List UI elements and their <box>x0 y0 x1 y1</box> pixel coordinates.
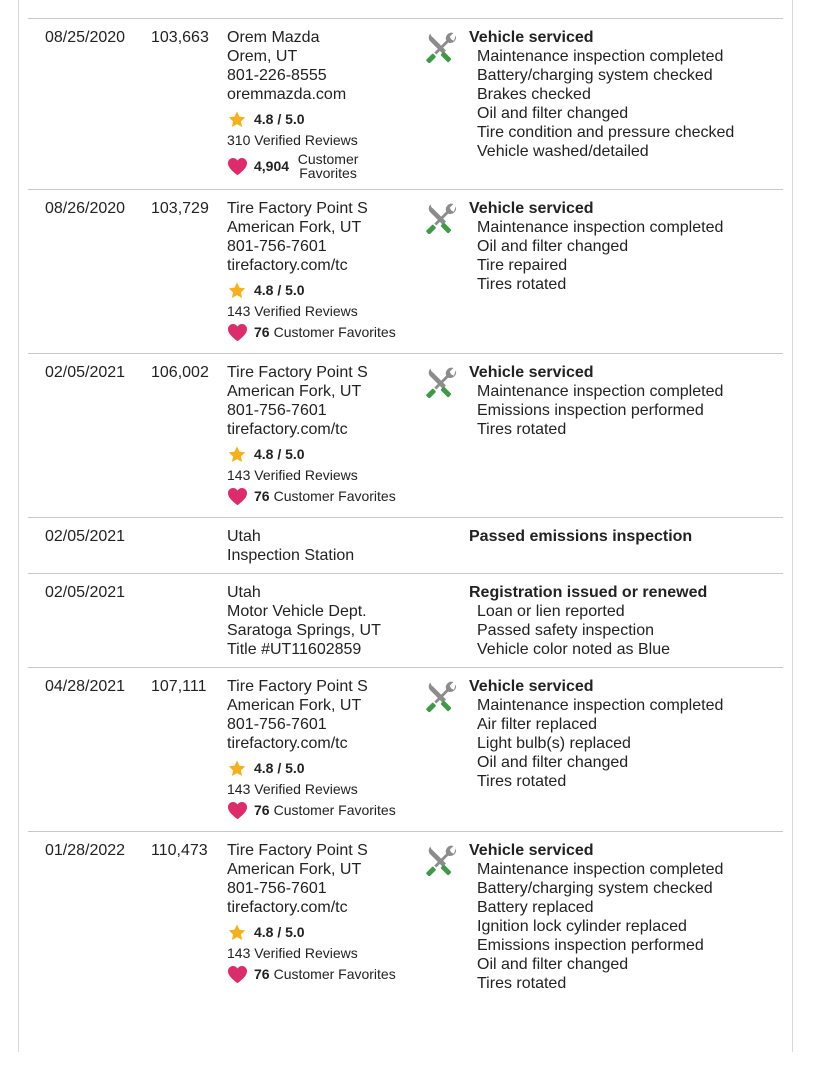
history-record-row <box>28 354 783 518</box>
verified-reviews[interactable]: 310 Verified Reviews <box>227 132 358 148</box>
record-details <box>469 363 723 439</box>
record-detail-item: Vehicle color noted as Blue <box>477 641 671 658</box>
source-detail: Title #UT11602859 <box>227 641 362 658</box>
record-detail-item: Brakes checked <box>477 86 591 103</box>
source-website[interactable]: oremmazda.com <box>227 86 347 103</box>
record-detail-item: Tire repaired <box>477 257 568 274</box>
customer-favorites <box>227 323 396 342</box>
tools-icon <box>426 31 458 63</box>
customer-favorites <box>227 965 396 984</box>
verified-reviews[interactable]: 143 Verified Reviews <box>227 781 358 797</box>
record-heading: Vehicle serviced <box>469 842 594 859</box>
record-detail-item: Maintenance inspection completed <box>477 861 724 878</box>
source-detail: 801-756-7601 <box>227 238 327 255</box>
history-record-row <box>28 518 783 574</box>
record-source <box>227 28 363 180</box>
record-date: 08/25/2020 <box>45 29 126 46</box>
record-mileage: 103,729 <box>151 200 209 217</box>
source-detail: American Fork, UT <box>227 861 362 878</box>
favorites-label: Customer Favorites <box>273 488 396 504</box>
rating-value: 4.8 / 5.0 <box>254 281 305 298</box>
source-detail: Inspection Station <box>227 547 355 564</box>
heart-icon <box>227 487 248 506</box>
source-detail: American Fork, UT <box>227 383 362 400</box>
star-icon <box>227 759 247 778</box>
heart-icon <box>227 965 248 984</box>
record-detail-item: Ignition lock cylinder replaced <box>477 918 687 935</box>
record-source <box>227 677 396 820</box>
record-date: 02/05/2021 <box>45 528 126 545</box>
record-source <box>227 363 396 506</box>
record-detail-item: Emissions inspection performed <box>477 402 704 419</box>
favorites-count: 76 <box>254 966 270 982</box>
source-detail: Saratoga Springs, UT <box>227 622 381 639</box>
record-source <box>227 199 396 342</box>
record-source <box>227 527 354 565</box>
heart-icon <box>227 801 248 820</box>
record-detail-item: Tires rotated <box>477 421 567 438</box>
source-rating <box>227 109 363 129</box>
source-rating <box>227 922 396 942</box>
customer-favorites <box>227 487 396 506</box>
tools-icon <box>426 202 458 234</box>
source-detail: American Fork, UT <box>227 219 362 236</box>
record-detail-item: Tire condition and pressure checked <box>477 124 735 141</box>
star-icon <box>227 281 247 300</box>
heart-icon <box>227 323 248 342</box>
record-details <box>469 527 692 546</box>
record-date: 02/05/2021 <box>45 584 126 601</box>
tools-icon <box>426 844 458 876</box>
record-details <box>469 583 707 659</box>
source-name: Utah <box>227 584 261 601</box>
page-frame-right <box>792 0 793 1052</box>
record-details <box>469 199 723 294</box>
source-detail: 801-756-7601 <box>227 402 327 419</box>
history-record-row <box>28 574 783 668</box>
record-heading: Vehicle serviced <box>469 678 594 695</box>
record-detail-item: Oil and filter changed <box>477 956 629 973</box>
favorites-label: Customer Favorites <box>297 151 359 181</box>
record-source <box>227 583 381 659</box>
verified-reviews[interactable]: 143 Verified Reviews <box>227 303 358 319</box>
record-heading: Vehicle serviced <box>469 364 594 381</box>
history-record-row <box>28 19 783 190</box>
source-website[interactable]: tirefactory.com/tc <box>227 899 348 916</box>
record-mileage: 106,002 <box>151 364 209 381</box>
source-detail: 801-756-7601 <box>227 880 327 897</box>
tools-icon <box>426 366 458 398</box>
star-icon <box>227 923 247 942</box>
source-detail: 801-226-8555 <box>227 67 327 84</box>
source-website[interactable]: tirefactory.com/tc <box>227 421 348 438</box>
record-mileage: 107,111 <box>151 678 207 695</box>
source-name: Tire Factory Point S <box>227 842 368 859</box>
record-details <box>469 28 734 161</box>
record-detail-item: Battery/charging system checked <box>477 880 713 897</box>
favorites-label: Customer Favorites <box>273 802 396 818</box>
record-heading: Passed emissions inspection <box>469 528 693 545</box>
history-record-row <box>28 668 783 832</box>
record-detail-item: Oil and filter changed <box>477 238 629 255</box>
rating-value: 4.8 / 5.0 <box>254 445 305 462</box>
favorites-count: 76 <box>254 324 270 340</box>
rating-value: 4.8 / 5.0 <box>254 923 305 940</box>
record-detail-item: Passed safety inspection <box>477 622 654 639</box>
record-details <box>469 841 723 993</box>
record-date: 01/28/2022 <box>45 842 126 859</box>
source-detail: Motor Vehicle Dept. <box>227 603 367 620</box>
favorites-label: Customer Favorites <box>273 966 396 982</box>
source-name: Tire Factory Point S <box>227 364 368 381</box>
source-website[interactable]: tirefactory.com/tc <box>227 257 348 274</box>
source-detail: 801-756-7601 <box>227 716 327 733</box>
source-name: Utah <box>227 528 261 545</box>
source-name: Orem Mazda <box>227 29 320 46</box>
record-heading: Vehicle serviced <box>469 200 594 217</box>
record-heading: Registration issued or renewed <box>469 584 708 601</box>
record-date: 02/05/2021 <box>45 364 126 381</box>
customer-favorites <box>227 152 363 180</box>
favorites-count: 76 <box>254 488 270 504</box>
record-detail-item: Tires rotated <box>477 773 567 790</box>
customer-favorites <box>227 801 396 820</box>
tools-icon <box>426 680 458 712</box>
source-website[interactable]: tirefactory.com/tc <box>227 735 348 752</box>
source-detail: American Fork, UT <box>227 697 362 714</box>
source-rating <box>227 280 396 300</box>
page-frame-left <box>18 0 19 1052</box>
record-source <box>227 841 396 984</box>
record-mileage: 110,473 <box>151 842 208 859</box>
favorites-label: Customer Favorites <box>273 324 396 340</box>
record-detail-item: Maintenance inspection completed <box>477 219 724 236</box>
record-date: 04/28/2021 <box>45 678 126 695</box>
source-name: Tire Factory Point S <box>227 678 368 695</box>
source-rating <box>227 444 396 464</box>
heart-icon <box>227 157 248 176</box>
source-name: Tire Factory Point S <box>227 200 368 217</box>
verified-reviews[interactable]: 143 Verified Reviews <box>227 467 358 483</box>
record-date: 08/26/2020 <box>45 200 126 217</box>
record-detail-item: Air filter replaced <box>477 716 598 733</box>
record-detail-item: Loan or lien reported <box>477 603 625 620</box>
service-history-table <box>28 18 783 1003</box>
favorites-count: 76 <box>254 802 270 818</box>
star-icon <box>227 110 247 129</box>
history-record-row <box>28 190 783 354</box>
history-record-row <box>28 832 783 1003</box>
record-detail-item: Maintenance inspection completed <box>477 48 724 65</box>
star-icon <box>227 445 247 464</box>
favorites-count: 4,904 <box>254 157 290 174</box>
source-rating <box>227 758 396 778</box>
record-detail-item: Maintenance inspection completed <box>477 383 724 400</box>
record-heading: Vehicle serviced <box>469 29 594 46</box>
record-detail-item: Tires rotated <box>477 276 567 293</box>
record-detail-item: Oil and filter changed <box>477 754 629 771</box>
rating-value: 4.8 / 5.0 <box>254 110 305 127</box>
record-detail-item: Battery/charging system checked <box>477 67 713 84</box>
record-detail-item: Vehicle washed/detailed <box>477 143 649 160</box>
record-detail-item: Light bulb(s) replaced <box>477 735 631 752</box>
record-details <box>469 677 723 791</box>
record-detail-item: Emissions inspection performed <box>477 937 704 954</box>
record-detail-item: Battery replaced <box>477 899 594 916</box>
record-detail-item: Tires rotated <box>477 975 567 992</box>
record-detail-item: Oil and filter changed <box>477 105 629 122</box>
source-detail: Orem, UT <box>227 48 298 65</box>
verified-reviews[interactable]: 143 Verified Reviews <box>227 945 358 961</box>
rating-value: 4.8 / 5.0 <box>254 759 305 776</box>
record-mileage: 103,663 <box>151 29 209 46</box>
record-detail-item: Maintenance inspection completed <box>477 697 724 714</box>
